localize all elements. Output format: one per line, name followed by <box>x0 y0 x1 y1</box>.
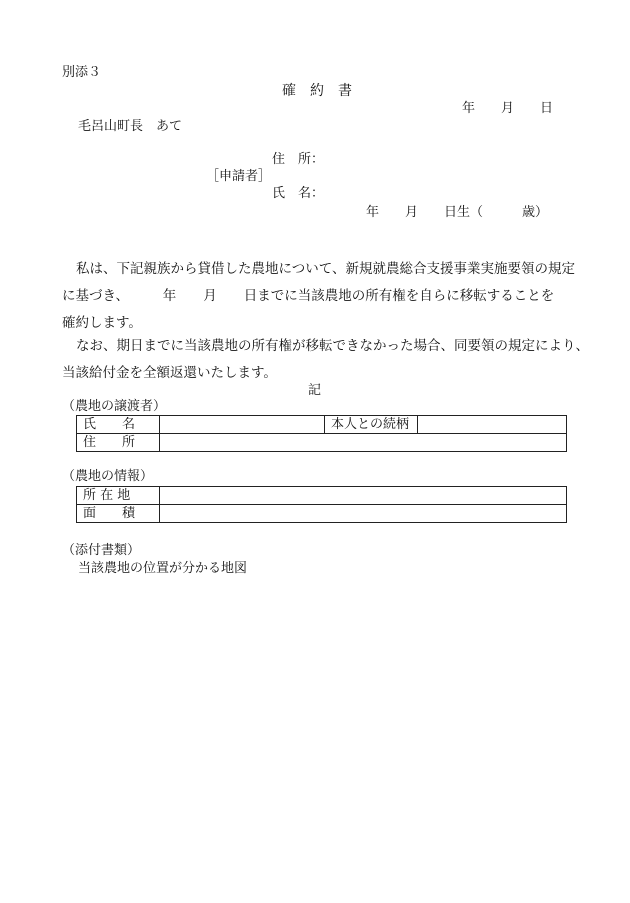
attachments-item: 当該農地の位置が分かる地図 <box>78 561 248 576</box>
attachments-heading: （添付書類） <box>62 543 141 558</box>
addressee: 毛呂山町長 あて <box>78 119 183 134</box>
transferor-relation-label: 本人との続柄 <box>325 416 418 434</box>
body-paragraph-1 <box>62 256 575 337</box>
address-label: 住 所： <box>272 152 325 167</box>
transferor-name-label: 氏 名 <box>77 416 160 434</box>
transferor-table <box>76 415 567 452</box>
farmland-table <box>76 486 567 523</box>
body-line: に基づき、 年 月 日までに当該農地の所有権を自らに移転することを <box>62 288 555 304</box>
body-line: 私は、下記親族から貸借した農地について、新規就農総合支援事業実施要領の規定 <box>76 261 575 277</box>
transferor-address-value <box>160 434 567 452</box>
applicant-role-label: ［申請者］ <box>206 169 272 184</box>
date-line: 年 月 日 <box>462 101 554 116</box>
ki-heading: 記 <box>308 383 322 398</box>
document-title: 確 約 書 <box>282 83 352 99</box>
transferor-heading: （農地の譲渡者） <box>62 399 167 414</box>
body-line: 確約します。 <box>62 315 142 331</box>
farmland-location-label: 所 在 地 <box>77 487 160 505</box>
transferor-name-value <box>160 416 325 434</box>
transferor-relation-value <box>418 416 567 434</box>
transferor-address-label: 住 所 <box>77 434 160 452</box>
attachment-label: 別添３ <box>62 65 102 80</box>
body-line: 当該給付金を全額返還いたします。 <box>62 365 277 381</box>
body-paragraph-2 <box>62 333 589 387</box>
farmland-area-value <box>160 505 567 523</box>
farmland-location-value <box>160 487 567 505</box>
farmland-heading: （農地の情報） <box>62 469 154 484</box>
birth-line: 年 月 日生（ 歳） <box>366 205 549 220</box>
name-label: 氏 名： <box>272 186 325 201</box>
body-line: なお、期日までに当該農地の所有権が移転できなかった場合、同要領の規定により、 <box>76 338 589 354</box>
farmland-area-label: 面 積 <box>77 505 160 523</box>
